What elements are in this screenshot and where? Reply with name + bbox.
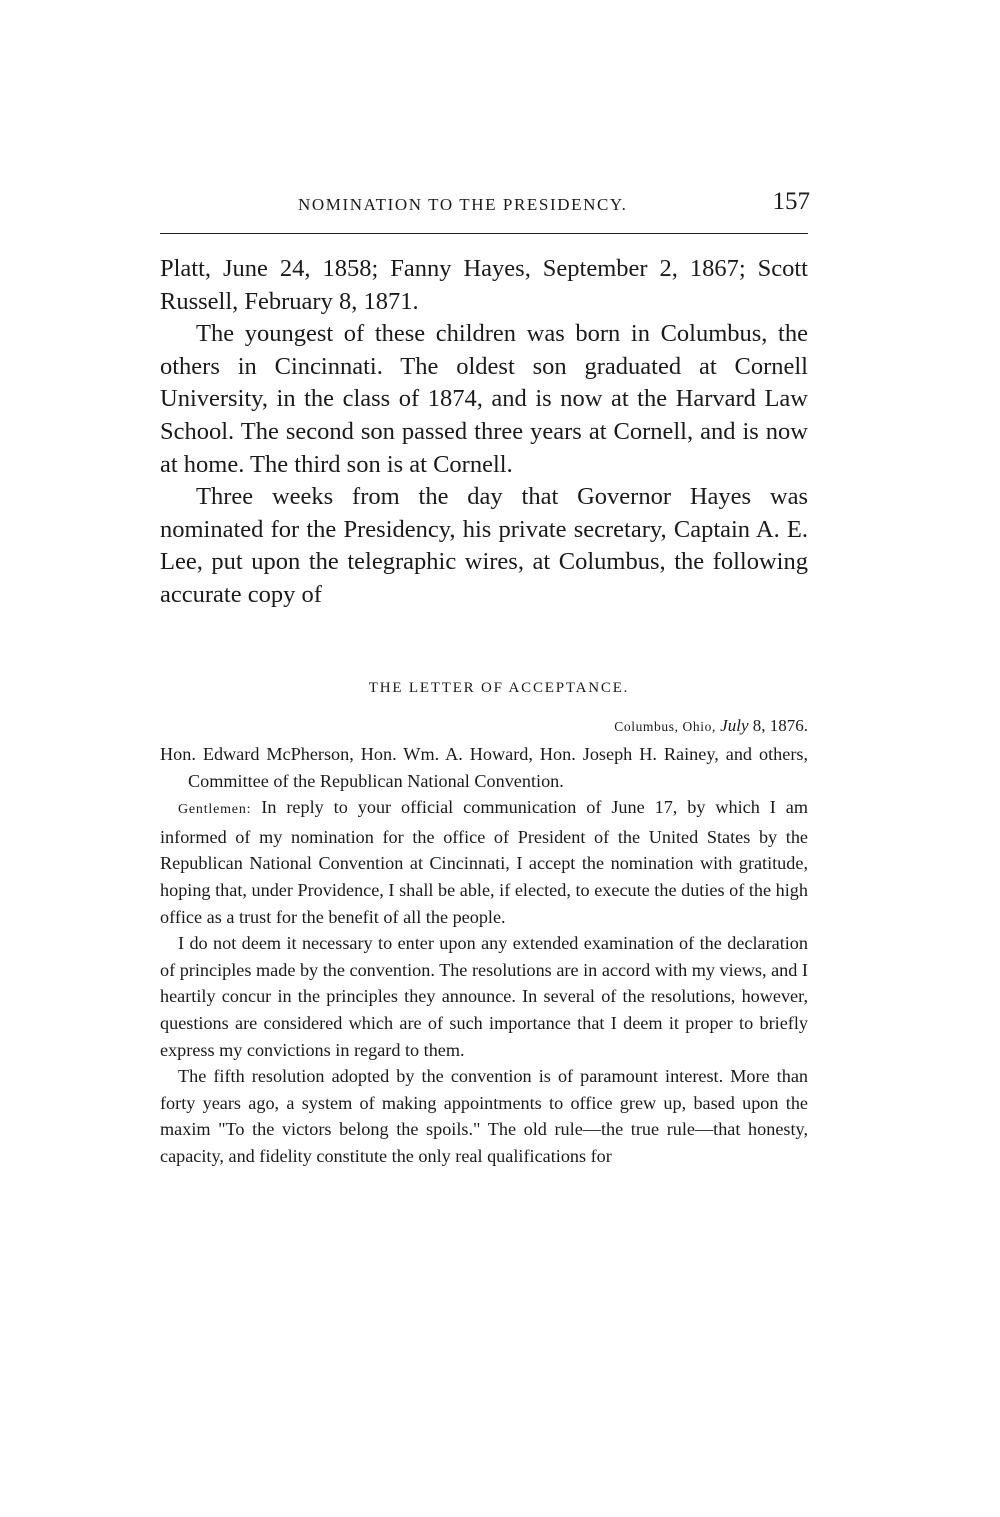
letter-paragraph-2: I do not deem it necessary to enter upon any extended examination of the declaration of principles made by the convention. The resolutions are in accord with my views, and I heartily concur in the principles they announce. In several of the resolutions, however, questions are considered which are of such importance that I deem it proper to briefly express my convictions in regard to them. xyxy=(160,933,808,1060)
letter-dateline xyxy=(160,716,808,736)
dateline-month: July xyxy=(720,716,749,735)
letter-paragraph-3: The fifth resolution adopted by the convention is of paramount interest. More than forty years ago, a system of making appointments to office grew up, based upon the maxim "To the victors belong the spoils." The old rule—the true rule—that honesty, capacity, and fidelity constitute the only real qualifications for xyxy=(160,1066,808,1166)
letter-paragraph-1 xyxy=(160,794,808,930)
narrative-paragraph-3: Three weeks from the day that Governor Hayes was nominated for the Presidency, his private secretary, Captain A. E. Lee, put upon the telegraphic wires, at Columbus, the following accurate copy of xyxy=(160,483,808,608)
section-title: THE LETTER OF ACCEPTANCE. xyxy=(368,680,630,696)
letter-addressee: Hon. Edward McPherson, Hon. Wm. A. Howard, Hon. Joseph H. Rainey, and others, Committee of the Republican National Convention. xyxy=(160,744,808,791)
page-header xyxy=(160,188,810,218)
dateline-day-year: 8, 1876. xyxy=(752,716,808,735)
running-head: NOMINATION TO THE PRESIDENCY. xyxy=(298,195,628,214)
header-rule xyxy=(160,233,808,234)
page-number: 157 xyxy=(772,188,810,215)
narrative-paragraph-1: Platt, June 24, 1858; Fanny Hayes, September 2, 1867; Scott Russell, February 8, 1871. xyxy=(160,255,808,315)
letter-body xyxy=(160,741,808,1170)
narrative-text xyxy=(160,253,808,612)
narrative-paragraph-2: The youngest of these children was born in Columbus, the others in Cincinnati. The oldest son graduated at Cornell University, in the class of 1874, and is now at the Harvard Law School. The second son passed three years at Cornell, and is now at home. The third son is at Cornell. xyxy=(160,320,808,478)
letter-paragraph-1-text: In reply to your official communication of June 17, by which I am informed of my nomination for the office of President of the United States by the Republican National Convention at Cincinnati, I accept the nomination with gratitude, hoping that, under Providence, I shall be able, if elected, to execute the duties of the high office as a trust for the benefit of all the people. xyxy=(160,797,809,927)
letter-salutation: Gentlemen: xyxy=(178,802,252,818)
dateline-place: Columbus, Ohio, xyxy=(614,719,716,734)
